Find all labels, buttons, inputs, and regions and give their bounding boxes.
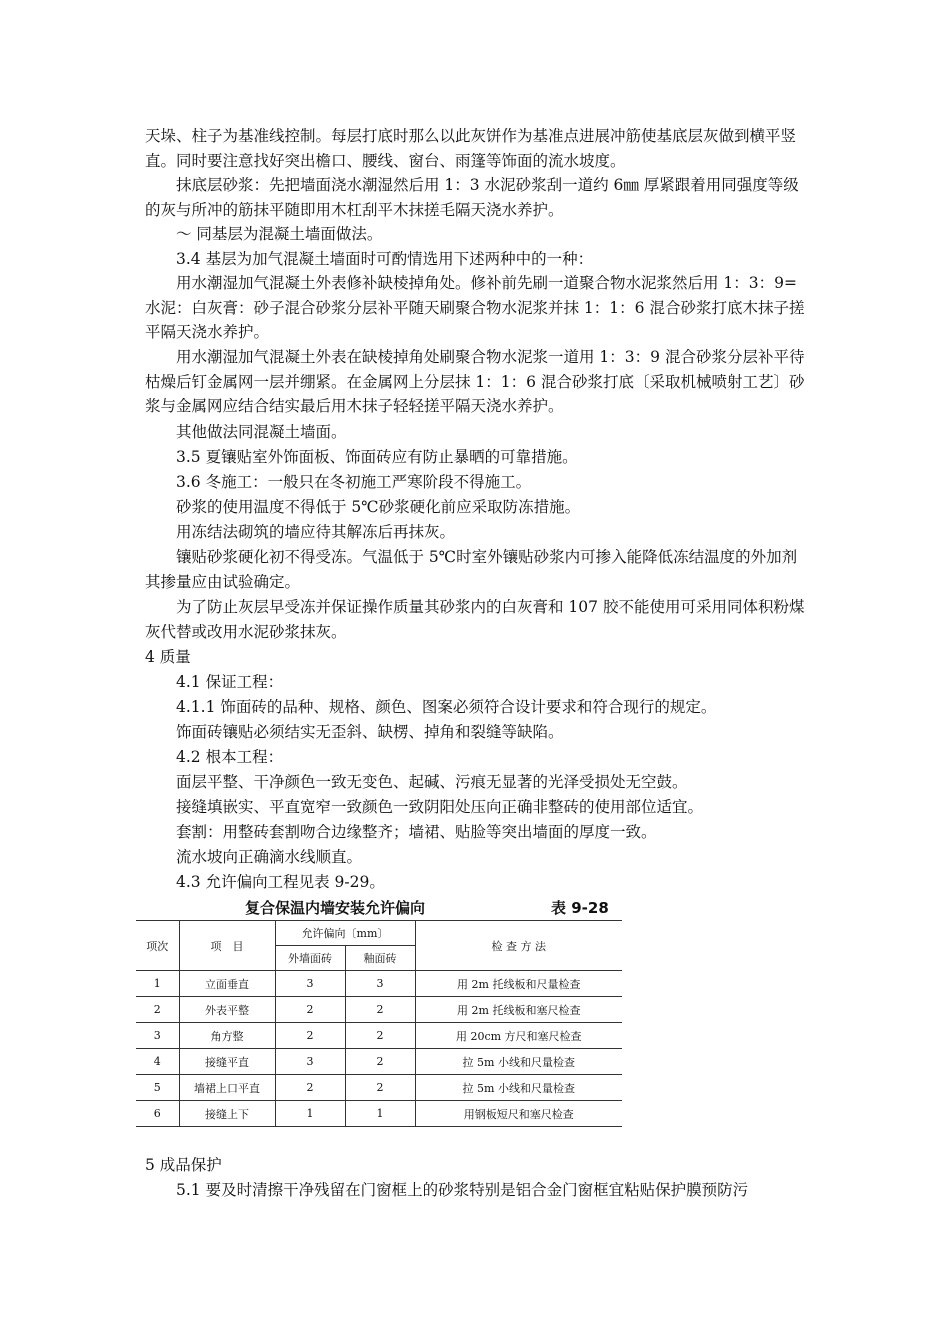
header-item: 项 目 [179,921,275,971]
section-4-2: 4.2 根本工程： [176,748,284,766]
table-number: 表 9-28 [551,899,609,917]
table-row [136,997,622,1023]
header-no: 项次 [136,921,179,971]
paragraph-mortar-temperature: 砂浆的使用温度不得低于 5℃砂浆硬化前应采取防冻措施。 [176,498,581,516]
table-row [136,971,622,997]
paragraph-reference-lines: 天垛、柱子为基准线控制。每层打底时那么以此灰饼作为基准点进展冲筋使基底层灰做到横平竖直。同时要注意找好突出檐口、腰线、窗台、雨篷等饰面的流水坡度。 [145,127,797,170]
paragraph-cutting: 套割：用整砖套割吻合边缘整齐；墙裙、贴脸等突出墙面的厚度一致。 [176,823,657,841]
cell-no: 2 [136,997,179,1023]
cell-method: 用钢板短尺和塞尺检查 [415,1101,622,1127]
section-4-1-1: 4.1.1 饰面砖的品种、规格、颜色、图案必须符合设计要求和符合现行的规定。 [176,698,717,716]
cell-no: 3 [136,1023,179,1049]
table-caption: 复合保温内墙安装允许偏向 [245,899,426,917]
header-allowed-deviation: 允许偏向〔mm〕 [275,921,415,946]
cell-no: 5 [136,1075,179,1101]
paragraph-frost-prevention: 为了防止灰层早受冻并保证操作质量其砂浆内的白灰膏和 107 胶不能使用可采用同体积粉煤灰代替或改用水泥砂浆抹灰。 [145,598,805,641]
cell-outer: 2 [275,1023,345,1049]
cell-glazed: 2 [345,1075,415,1101]
cell-item: 接缝上下 [179,1101,275,1127]
cell-method: 拉 5m 小线和尺量检查 [415,1049,622,1075]
section-3-6: 3.6 冬施工：一般只在冬初施工严寒阶段不得施工。 [176,473,532,491]
cell-no: 6 [136,1101,179,1127]
cell-glazed: 1 [345,1101,415,1127]
section-4-1: 4.1 保证工程： [176,673,284,691]
cell-method: 用 2m 托线板和塞尺检查 [415,997,622,1023]
paragraph-frost-admixture: 镶贴砂浆硬化初不得受冻。气温低于 5℃时室外镶贴砂浆内可掺入能降低冻结温度的外加剂其掺量应由试验确定。 [145,548,798,591]
paragraph-freeze-method: 用冻结法砌筑的墙应待其解冻后再抹灰。 [176,523,456,541]
paragraph-drainage: 流水坡向正确滴水线顺直。 [176,848,363,866]
paragraph-base-mortar: 抹底层砂浆：先把墙面浇水潮湿然后用 1：3 水泥砂浆刮一道约 6㎜ 厚紧跟着用同强度等级的灰与所冲的筋抹平随即用木杠刮平木抹搓毛隔天浇水养护。 [145,176,799,219]
cell-item: 墙裙上口平直 [179,1075,275,1101]
section-4-heading: 4 质量 [145,648,191,666]
paragraph-joints: 接缝填嵌实、平直宽窄一致颜色一致阴阳处压向正确非整砖的使用部位适宜。 [176,798,704,816]
cell-glazed: 2 [345,1049,415,1075]
section-3-5: 3.5 夏镶贴室外饰面板、饰面砖应有防止暴晒的可靠措施。 [176,448,578,466]
table-row [136,1101,622,1127]
section-5-heading: 5 成品保护 [145,1156,222,1174]
table-row [136,1075,622,1101]
table-row [136,1023,622,1049]
paragraph-tile-firm: 饰面砖镶贴必须结实无歪斜、缺楞、掉角和裂缝等缺陷。 [176,723,564,741]
cell-method: 用 20cm 方尺和塞尺检查 [415,1023,622,1049]
header-outer-tile: 外墙面砖 [275,946,345,971]
cell-item: 立面垂直 [179,971,275,997]
paragraph-surface-flat: 面层平整、干净颜色一致无变色、起碱、污痕无显著的光泽受损处无空鼓。 [176,773,688,791]
cell-outer: 2 [275,997,345,1023]
header-glazed-tile: 釉面砖 [345,946,415,971]
cell-no: 4 [136,1049,179,1075]
cell-item: 角方整 [179,1023,275,1049]
cell-outer: 3 [275,971,345,997]
cell-outer: 2 [275,1075,345,1101]
table-row [136,1049,622,1075]
cell-outer: 3 [275,1049,345,1075]
section-4-3: 4.3 允许偏向工程见表 9-29。 [176,873,385,891]
tolerance-table [136,920,622,1127]
section-5-1: 5.1 要及时清擦干净残留在门窗框上的砂浆特别是铝合金门窗框宜粘贴保护膜预防污 [176,1181,749,1199]
cell-method: 拉 5m 小线和尺量检查 [415,1075,622,1101]
cell-item: 接缝平直 [179,1049,275,1075]
paragraph-concrete-same: ～ 同基层为混凝土墙面做法。 [176,225,383,243]
paragraph-aerated-method-2: 用水潮湿加气混凝土外表在缺棱掉角处刷聚合物水泥浆一道用 1：3：9 混合砂浆分层补平待枯燥后钉金属网一层并绷紧。在金属网上分层抹 1：1：6 混合砂浆打底〔采取机械喷射工艺〕砂浆与金属网应结合结实最后用木抹子轻轻搓平隔天浇水养护。 [145,348,805,415]
header-method: 检 查 方 法 [415,921,622,971]
cell-item: 外表平整 [179,997,275,1023]
paragraph-aerated-method-1: 用水潮湿加气混凝土外表修补缺棱掉角处。修补前先刷一道聚合物水泥浆然后用 1：3：9=水泥：白灰膏：砂子混合砂浆分层补平随天刷聚合物水泥浆并抹 1：1：6 混合砂浆打底木抹子搓平隔天浇水养护。 [145,274,805,341]
cell-no: 1 [136,971,179,997]
cell-outer: 1 [275,1101,345,1127]
paragraph-other-methods: 其他做法同混凝土墙面。 [176,423,347,441]
cell-method: 用 2m 托线板和尺量检查 [415,971,622,997]
cell-glazed: 2 [345,1023,415,1049]
section-3-4: 3.4 基层为加气混凝土墙面时可酌情选用下述两种中的一种： [176,250,594,268]
cell-glazed: 2 [345,997,415,1023]
cell-glazed: 3 [345,971,415,997]
